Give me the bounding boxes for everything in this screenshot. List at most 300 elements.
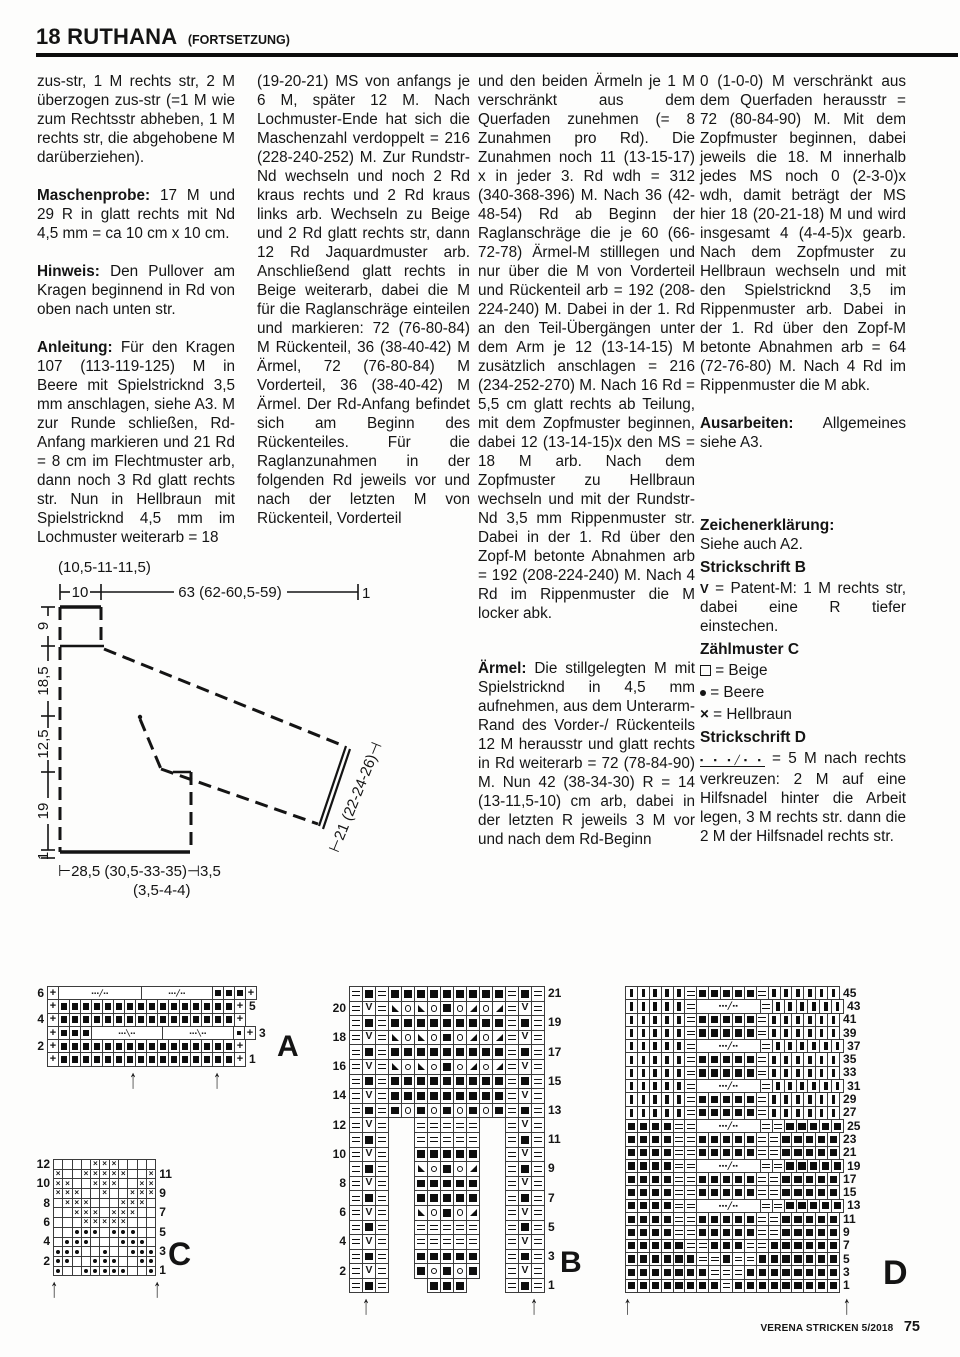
stitch-symbol xyxy=(630,1056,634,1064)
chart-cell xyxy=(349,1220,363,1236)
stitch-symbol xyxy=(443,1267,451,1275)
stitch-symbol xyxy=(131,1230,135,1234)
stitch-symbol xyxy=(784,1016,788,1024)
stitch-symbol xyxy=(105,1056,112,1063)
stitch-symbol xyxy=(83,1016,90,1023)
stitch-symbol xyxy=(534,1123,542,1128)
stitch-symbol xyxy=(653,1002,657,1010)
stitch-symbol xyxy=(711,1149,718,1156)
stitch-symbol xyxy=(365,1077,373,1085)
row-number-right: 3 xyxy=(548,1248,555,1263)
stitch-symbol xyxy=(534,1210,542,1215)
chart-cell xyxy=(505,986,519,1002)
chart-cell xyxy=(531,1190,545,1206)
chart-cell xyxy=(414,1044,428,1060)
underarm-point xyxy=(138,715,142,719)
stitch-symbol xyxy=(352,1006,360,1011)
stitch-symbol xyxy=(771,1255,778,1262)
stitch-symbol xyxy=(687,1124,695,1129)
stitch-symbol xyxy=(735,1136,742,1143)
stitch-symbol xyxy=(675,1217,683,1222)
chart-cell xyxy=(375,1117,389,1133)
chart-row xyxy=(622,1119,875,1132)
chart-cell xyxy=(531,1103,545,1119)
chart-row xyxy=(622,1159,875,1172)
beige-square-symbol xyxy=(700,665,711,676)
stitch-symbol xyxy=(378,1035,386,1040)
chart-cell xyxy=(349,1205,363,1221)
stitch-symbol xyxy=(534,1181,542,1186)
chart-cell xyxy=(427,1263,441,1279)
stitch-symbol xyxy=(711,1216,718,1223)
chart-row xyxy=(622,1199,875,1212)
chart-cell xyxy=(414,1220,428,1236)
chart-cell xyxy=(388,1205,402,1221)
row-number-left xyxy=(30,1026,47,1039)
chart-row xyxy=(30,1013,276,1026)
stitch-symbol xyxy=(747,1096,754,1103)
stitch-symbol xyxy=(711,1229,718,1236)
stitch-symbol xyxy=(630,1029,634,1037)
stitch-symbol xyxy=(378,1020,386,1025)
chart-cell xyxy=(375,1132,389,1148)
stitch-symbol xyxy=(352,1079,360,1084)
chart-cell xyxy=(349,1234,363,1250)
stitch-symbol xyxy=(534,1108,542,1113)
text-column-4 xyxy=(700,72,906,849)
stitch-symbol xyxy=(456,1019,464,1027)
chart-cell xyxy=(427,1044,441,1060)
stitch-symbol xyxy=(457,1064,464,1071)
chart-cell xyxy=(466,1220,480,1236)
stitch-symbol xyxy=(430,1048,438,1056)
stitch-symbol xyxy=(723,1149,730,1156)
stitch-symbol xyxy=(723,1016,730,1023)
chart-cell xyxy=(427,1001,441,1017)
stitch-symbol: V xyxy=(365,1060,373,1072)
stitch-symbol xyxy=(824,1002,828,1010)
chart-cell xyxy=(466,1205,480,1221)
stitch-symbol xyxy=(735,1229,742,1236)
stitch-symbol xyxy=(215,1016,222,1023)
row-number-right: 41 xyxy=(843,1012,857,1027)
stitch-symbol xyxy=(534,1137,542,1142)
stitch-symbol xyxy=(160,1043,167,1050)
stitch-symbol xyxy=(628,1202,635,1209)
stitch-symbol xyxy=(687,1177,695,1182)
stitch-symbol xyxy=(711,1257,719,1262)
stitch-symbol xyxy=(417,1107,425,1115)
chart-cell xyxy=(362,1249,376,1265)
stitch-symbol xyxy=(534,1225,542,1230)
chart-cell xyxy=(479,986,493,1002)
stitch-symbol xyxy=(61,1030,68,1037)
row-number-right: 11 xyxy=(159,1166,172,1181)
chart-cell xyxy=(375,1001,389,1017)
stitch-symbol xyxy=(820,1069,824,1077)
stitch-symbol xyxy=(800,1002,804,1010)
chart-cell xyxy=(531,1001,545,1017)
stitch-symbol xyxy=(392,1034,399,1041)
stitch-symbol xyxy=(664,1229,671,1236)
stitch-symbol xyxy=(699,1216,706,1223)
stitch-symbol xyxy=(762,1204,770,1209)
stitch-symbol xyxy=(215,1056,222,1063)
stitch-symbol xyxy=(796,989,800,997)
stitch-symbol xyxy=(534,1166,542,1171)
chart-cell xyxy=(505,1103,519,1119)
chart-cell xyxy=(440,1059,454,1075)
row-number-right: 11 xyxy=(843,1211,856,1226)
chart-cell xyxy=(453,986,467,1002)
chart-cell xyxy=(453,1030,467,1046)
stitch-symbol: × xyxy=(148,1188,154,1198)
stitch-symbol xyxy=(417,1048,425,1056)
stitch-symbol xyxy=(762,1084,770,1089)
stitch-symbol xyxy=(628,1189,635,1196)
stitch-symbol xyxy=(810,1123,817,1130)
chart-cell xyxy=(505,1074,519,1090)
stitch-symbol xyxy=(824,1042,828,1050)
stitch-symbol: × xyxy=(92,1207,98,1217)
stitch-symbol: V xyxy=(521,1031,529,1043)
stitch-symbol xyxy=(776,1002,780,1010)
chart-row xyxy=(34,1244,177,1259)
stitch-symbol xyxy=(687,1137,695,1142)
row-number-right: 7 xyxy=(843,1238,850,1253)
chart-cell xyxy=(427,1074,441,1090)
chart-cell xyxy=(505,1263,519,1279)
stitch-symbol xyxy=(160,1016,167,1023)
chart-row xyxy=(326,1030,570,1045)
stitch-symbol xyxy=(365,1165,373,1173)
stitch-symbol xyxy=(664,1123,671,1130)
subheading: Strickschrift B xyxy=(700,559,806,576)
row-number-left: 8 xyxy=(43,1195,50,1210)
chart-row xyxy=(622,1039,875,1052)
stitch-symbol xyxy=(758,1137,766,1142)
stitch-symbol xyxy=(378,1268,386,1273)
stitch-symbol xyxy=(138,1056,145,1063)
stitch-symbol xyxy=(352,1050,360,1055)
stitch-symbol: + xyxy=(49,999,57,1012)
stitch-symbol xyxy=(808,1029,812,1037)
stitch-symbol xyxy=(470,1165,477,1172)
stitch-symbol xyxy=(796,1069,800,1077)
stitch-symbol xyxy=(758,1071,766,1076)
row-number-left xyxy=(30,999,47,1012)
stitch-symbol: + xyxy=(236,1013,244,1026)
row-number-left xyxy=(326,1220,349,1235)
knitting-chart-c xyxy=(34,1156,177,1305)
stitch-symbol xyxy=(806,1189,813,1196)
repeat-arrow-icon: ↑ xyxy=(50,1275,59,1305)
stitch-symbol xyxy=(378,1210,386,1215)
stitch-symbol xyxy=(665,1029,669,1037)
chart-cell xyxy=(505,1161,519,1177)
row-number-right xyxy=(544,1030,570,1045)
chart-cell xyxy=(479,1088,493,1104)
chart-row xyxy=(622,1265,875,1278)
stitch-symbol xyxy=(723,1056,730,1063)
stitch-symbol xyxy=(808,1069,812,1077)
row-number-left: 2 xyxy=(43,1253,50,1268)
stitch-symbol xyxy=(699,1029,706,1036)
stitch-symbol xyxy=(65,1250,69,1254)
chart-cell xyxy=(362,1117,376,1133)
chart-cell xyxy=(388,1059,402,1075)
legend-item: = Beige xyxy=(700,661,906,680)
stitch-symbol xyxy=(352,1268,360,1273)
stitch-symbol: × xyxy=(139,1178,145,1188)
chart-row xyxy=(34,1185,177,1200)
stitch-symbol xyxy=(226,1056,233,1063)
stitch-symbol xyxy=(508,1137,516,1142)
stitch-symbol xyxy=(664,1216,671,1223)
stitch-symbol xyxy=(65,1240,69,1244)
chart-cell xyxy=(414,1263,428,1279)
stitch-symbol xyxy=(699,1229,706,1236)
stitch-symbol xyxy=(806,1216,813,1223)
stitch-symbol xyxy=(378,1137,386,1142)
stitch-symbol xyxy=(521,1048,529,1056)
chart-cell xyxy=(479,1015,493,1031)
stitch-symbol xyxy=(711,1136,718,1143)
stitch-symbol xyxy=(832,1056,836,1064)
chart-cell xyxy=(453,1190,467,1206)
stitch-symbol: × xyxy=(139,1188,145,1198)
stitch-symbol xyxy=(149,1259,153,1263)
chart-cell xyxy=(349,1074,363,1090)
stitch-symbol xyxy=(496,1005,503,1012)
stitch-symbol xyxy=(747,1056,754,1063)
paragraph: Anleitung: Für den Kragen 107 (113-119-125) M in Beere mit Spielstricknd 3,5 mm anschlagen, siehe A3. M zur Runde schließen, Rd-Anfang markieren und 21 Rd = 8 cm im Flechtmuster arb, dann noch 3 Rd glatt rechts str. Nun in Hellbraun mit Spielstricknd 4,5 mm im Lochmuster weiterarb = 18 xyxy=(37,339,235,546)
chart-cell xyxy=(479,1030,493,1046)
stitch-symbol xyxy=(796,1056,800,1064)
stitch-symbol xyxy=(94,1016,101,1023)
stitch-symbol xyxy=(723,1176,730,1183)
stitch-symbol xyxy=(818,1269,825,1276)
chart-cell xyxy=(375,1059,389,1075)
stitch-symbol xyxy=(784,1095,788,1103)
chart-cell xyxy=(414,1161,428,1177)
stitch-symbol xyxy=(61,1056,68,1063)
chart-cell xyxy=(479,1074,493,1090)
stitch-symbol xyxy=(93,1269,97,1273)
stitch-symbol xyxy=(430,1019,438,1027)
chart-cell xyxy=(531,1147,545,1163)
chart-row xyxy=(34,1234,177,1249)
stitch-symbol xyxy=(430,1150,438,1158)
row-number-left xyxy=(326,1074,349,1089)
stitch-symbol: × xyxy=(65,1198,70,1208)
row-number-right: 1 xyxy=(843,1278,850,1293)
chart-cell xyxy=(349,1176,363,1192)
row-number-right xyxy=(544,1147,570,1162)
stitch-symbol xyxy=(418,1209,425,1216)
stitch-symbol xyxy=(786,1123,793,1130)
chart-cell xyxy=(518,1147,532,1163)
stitch-symbol xyxy=(417,1123,425,1128)
row-number-right: 3 xyxy=(843,1264,850,1279)
stitch-symbol xyxy=(160,1056,167,1063)
chart-cell xyxy=(505,1205,519,1221)
stitch-symbol xyxy=(430,1194,438,1202)
chart-cell xyxy=(479,1132,493,1148)
row-number-right: 7 xyxy=(159,1205,166,1220)
stitch-symbol xyxy=(443,1004,451,1012)
chart-cell xyxy=(492,1234,506,1250)
chart-cell xyxy=(349,1263,363,1279)
stitch-symbol xyxy=(820,1095,824,1103)
chart-cell xyxy=(492,1030,506,1046)
chart-cell xyxy=(388,1030,402,1046)
stitch-symbol xyxy=(61,1016,68,1023)
chart-row xyxy=(34,1195,177,1210)
stitch-symbol: × xyxy=(102,1188,107,1198)
stitch-symbol xyxy=(794,1176,801,1183)
chart-cell xyxy=(427,1103,441,1119)
chart-cell xyxy=(401,1220,415,1236)
stitch-symbol xyxy=(630,1016,634,1024)
stitch-symbol xyxy=(508,1020,516,1025)
stitch-symbol xyxy=(418,1034,425,1041)
stitch-symbol xyxy=(723,1189,730,1196)
chart-cell xyxy=(401,1147,415,1163)
chart-cell xyxy=(401,1059,415,1075)
stitch-symbol: V xyxy=(521,1264,529,1276)
stitch-symbol xyxy=(711,1270,719,1275)
stitch-symbol: + xyxy=(49,1026,57,1039)
stitch-symbol xyxy=(812,1082,816,1090)
stitch-symbol xyxy=(430,1253,438,1261)
stitch-symbol xyxy=(652,1216,659,1223)
chart-cell xyxy=(388,1263,402,1279)
stitch-symbol xyxy=(417,1150,425,1158)
chart-cell xyxy=(453,1147,467,1163)
stitch-symbol xyxy=(677,1095,681,1103)
chart-row xyxy=(622,1106,875,1119)
stitch-symbol xyxy=(642,1029,646,1037)
stitch-symbol xyxy=(628,1255,635,1262)
stitch-symbol xyxy=(723,1255,730,1262)
stitch-symbol xyxy=(430,1180,438,1188)
row-number-right: 35 xyxy=(843,1052,857,1067)
paragraph: Maschenprobe: 17 M und 29 R in glatt rechts mit Nd 4,5 mm = ca 10 cm x 10 cm. xyxy=(37,187,235,242)
stitch-symbol xyxy=(508,1254,516,1259)
stitch-symbol xyxy=(391,1077,399,1085)
row-number-left xyxy=(326,1015,349,1030)
row-number-left: 4 xyxy=(339,1234,346,1249)
stitch-symbol xyxy=(830,1136,837,1143)
stitch-symbol xyxy=(723,990,730,997)
stitch-symbol xyxy=(699,1243,707,1248)
row-number-left xyxy=(326,986,349,1001)
stitch-symbol: + xyxy=(49,1013,57,1026)
stitch-symbol: × xyxy=(111,1159,117,1169)
row-number-right xyxy=(245,1039,265,1052)
chart-cell xyxy=(479,1001,493,1017)
stitch-symbol xyxy=(352,1108,360,1113)
stitch-symbol xyxy=(182,1056,189,1063)
row-number-left: 10 xyxy=(36,1176,50,1191)
chart-cell xyxy=(453,1044,467,1060)
stitch-symbol xyxy=(483,1064,490,1071)
stitch-symbol xyxy=(770,1217,778,1222)
row-number-right: 5 xyxy=(249,998,256,1013)
chart-cell xyxy=(518,1001,532,1017)
chart-cell xyxy=(466,1147,480,1163)
stitch-symbol xyxy=(365,1253,373,1261)
chart-cell xyxy=(349,1278,363,1294)
stitch-symbol xyxy=(140,1250,144,1254)
stitch-symbol xyxy=(653,1042,657,1050)
chart-cell xyxy=(453,1278,467,1294)
stitch-symbol xyxy=(482,1077,490,1085)
row-number-right: 17 xyxy=(548,1044,562,1059)
chart-cell xyxy=(518,1015,532,1031)
chart-cell xyxy=(401,1103,415,1119)
row-number-left: 12 xyxy=(332,1117,346,1132)
chart-cell xyxy=(349,1044,363,1060)
stitch-symbol xyxy=(782,1189,789,1196)
stitch-symbol xyxy=(687,1164,695,1169)
chart-cell xyxy=(479,1117,493,1133)
chart-cell xyxy=(427,1015,441,1031)
stitch-symbol xyxy=(417,1092,425,1100)
stitch-symbol xyxy=(642,1082,646,1090)
stitch-symbol xyxy=(786,1162,793,1169)
stitch-symbol xyxy=(469,1239,477,1244)
stitch-symbol xyxy=(83,1056,90,1063)
stitch-symbol xyxy=(83,1030,90,1037)
dim-bottom-sizes: (3,5-4-4) xyxy=(133,882,191,899)
stitch-symbol xyxy=(772,1095,776,1103)
stitch-symbol xyxy=(640,1242,647,1249)
stitch-symbol xyxy=(105,1016,112,1023)
row-number-left: 16 xyxy=(332,1059,346,1074)
stitch-symbol xyxy=(806,1176,813,1183)
chart-cell xyxy=(375,1030,389,1046)
cable-cross-cell: ▪▪▪╱▪▪ xyxy=(696,1079,761,1093)
stitch-symbol xyxy=(818,1255,825,1262)
chart-cell xyxy=(401,1015,415,1031)
stitch-symbol xyxy=(352,1254,360,1259)
chart-cell xyxy=(401,1205,415,1221)
stitch-symbol xyxy=(75,1240,79,1244)
stitch-symbol xyxy=(820,1029,824,1037)
stitch-symbol xyxy=(747,1269,754,1276)
stitch-symbol: × xyxy=(111,1178,117,1188)
stitch-symbol xyxy=(352,1064,360,1069)
stitch-symbol: × xyxy=(92,1159,98,1169)
chart-cell xyxy=(349,1249,363,1265)
legend-item: V = Patent-M: 1 M rechts str, dabei eine R tiefer einstechen. xyxy=(700,580,906,635)
stitch-symbol xyxy=(94,1003,101,1010)
stitch-symbol xyxy=(820,1056,824,1064)
chart-cell xyxy=(375,1190,389,1206)
stitch-symbol xyxy=(457,1107,464,1114)
stitch-symbol xyxy=(204,1003,211,1010)
stitch-symbol: × xyxy=(148,1168,154,1178)
paragraph-lead: Hinweis: xyxy=(37,263,111,280)
knitting-chart-a xyxy=(30,986,276,1096)
chart-cell xyxy=(466,1234,480,1250)
stitch-symbol xyxy=(521,1136,529,1144)
chart-row xyxy=(30,1026,276,1039)
stitch-symbol xyxy=(469,1019,477,1027)
stitch-symbol: × xyxy=(111,1217,117,1227)
